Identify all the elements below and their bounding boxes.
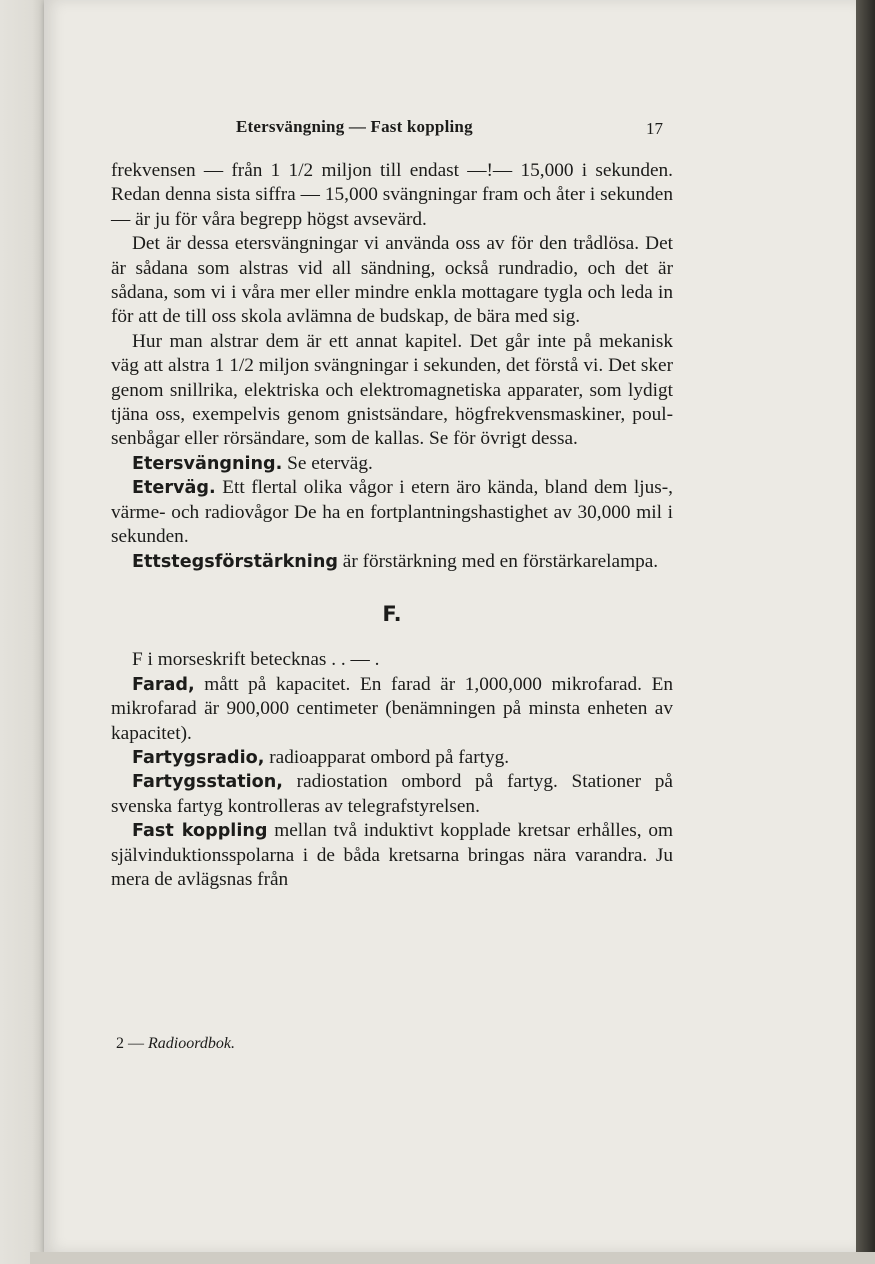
dictionary-entry: [111, 476, 673, 549]
section-letter: F.: [382, 601, 402, 626]
entry-definition: radioapparat ombord på fartyg.: [264, 746, 510, 768]
entry-definition: Ett flertal olika vågor i etern äro kända, bland dem ljus-, värme- och radiovågor De ha en fortplantningshastighet av 30,000 mil i sekunden.: [111, 477, 673, 548]
entry-term: Fartygsstation,: [132, 772, 283, 793]
paragraph: Hur man alstrar dem är ett annat kapitel. Det går inte på mekanisk väg att alstra 1 1/2 miljon svängningar i sekunden, det förstå vi. Det sker genom snillrika, elektriska och elektromagnetiska apparater, som lydigt tjäna oss, exempelvis genom gnistsändare, högfrekvensmaskiner, poulsenbågar eller rörsändare, som de kallas. Se för övrigt dessa.: [111, 330, 673, 450]
facing-page-edge: [0, 0, 46, 1264]
paragraph: Det är dessa etersvängningar vi använda oss av för den trådlösa. Det är sådana som alstras vid all sändning, också rundradio, och det är sådana, som vi i våra mer eller mindre enkla mottagare tygla och leda in för att de till oss skola avlämna de budskap, de bära med sig.: [111, 233, 673, 328]
entry-definition: mått på kapacitet. En farad är 1,000,000 mikrofarad. En mikrofarad är 900,000 centimeter (benämningen på minsta enheten av kapacitet).: [111, 673, 673, 744]
entry-definition: radiostation ombord på fartyg. Stationer på svenska fartyg kontrolleras av telegrafstyrelsen.: [111, 771, 673, 817]
dictionary-entry: [111, 673, 673, 746]
entry-term: Fast koppling: [132, 821, 268, 842]
page-number: 17: [646, 119, 663, 138]
entry-definition: är förstärkning med en förstärkarelampa.: [337, 550, 659, 572]
paragraph-continuation: frekvensen — från 1 1/2 miljon till endast —!— 15,000 i sekunden. Redan denna sista siffra — 15,000 svängningar fram och åter i sekunden — är ju för våra begrepp högst avsevärd.: [111, 160, 673, 230]
dictionary-entry: [111, 746, 673, 770]
entry-term: Ettstegsförstärkning: [132, 551, 338, 572]
entry-definition: F i morseskrift betecknas . . — .: [132, 649, 380, 671]
dictionary-entry: [111, 452, 673, 476]
entry-term: Fartygsradio,: [132, 747, 265, 768]
page-stack-edge: [856, 0, 875, 1264]
entry-definition: mellan två induktivt kopplade kretsar erhålles, om självinduktionsspolarna i de båda kretsarna bringas nära varandra. Ju mera de avlägsnas från: [111, 820, 673, 890]
entry-definition: Se eterväg.: [282, 452, 373, 474]
dictionary-entry: [111, 819, 673, 892]
page-bottom-edge: [30, 1252, 875, 1264]
entry-term: Farad,: [132, 674, 195, 695]
signature-mark: 2 —: [116, 1035, 144, 1052]
dictionary-entry: [111, 550, 673, 574]
entry-term: Eterväg.: [132, 478, 216, 499]
book-title: Radioordbok.: [148, 1035, 235, 1052]
dictionary-entry: [111, 648, 673, 672]
page-body: [111, 159, 673, 892]
dictionary-entry: [111, 770, 673, 819]
running-head: Etersvängning — Fast koppling: [236, 117, 473, 136]
entry-term: Etersvängning.: [132, 453, 283, 474]
signature-footer: [116, 1035, 235, 1053]
